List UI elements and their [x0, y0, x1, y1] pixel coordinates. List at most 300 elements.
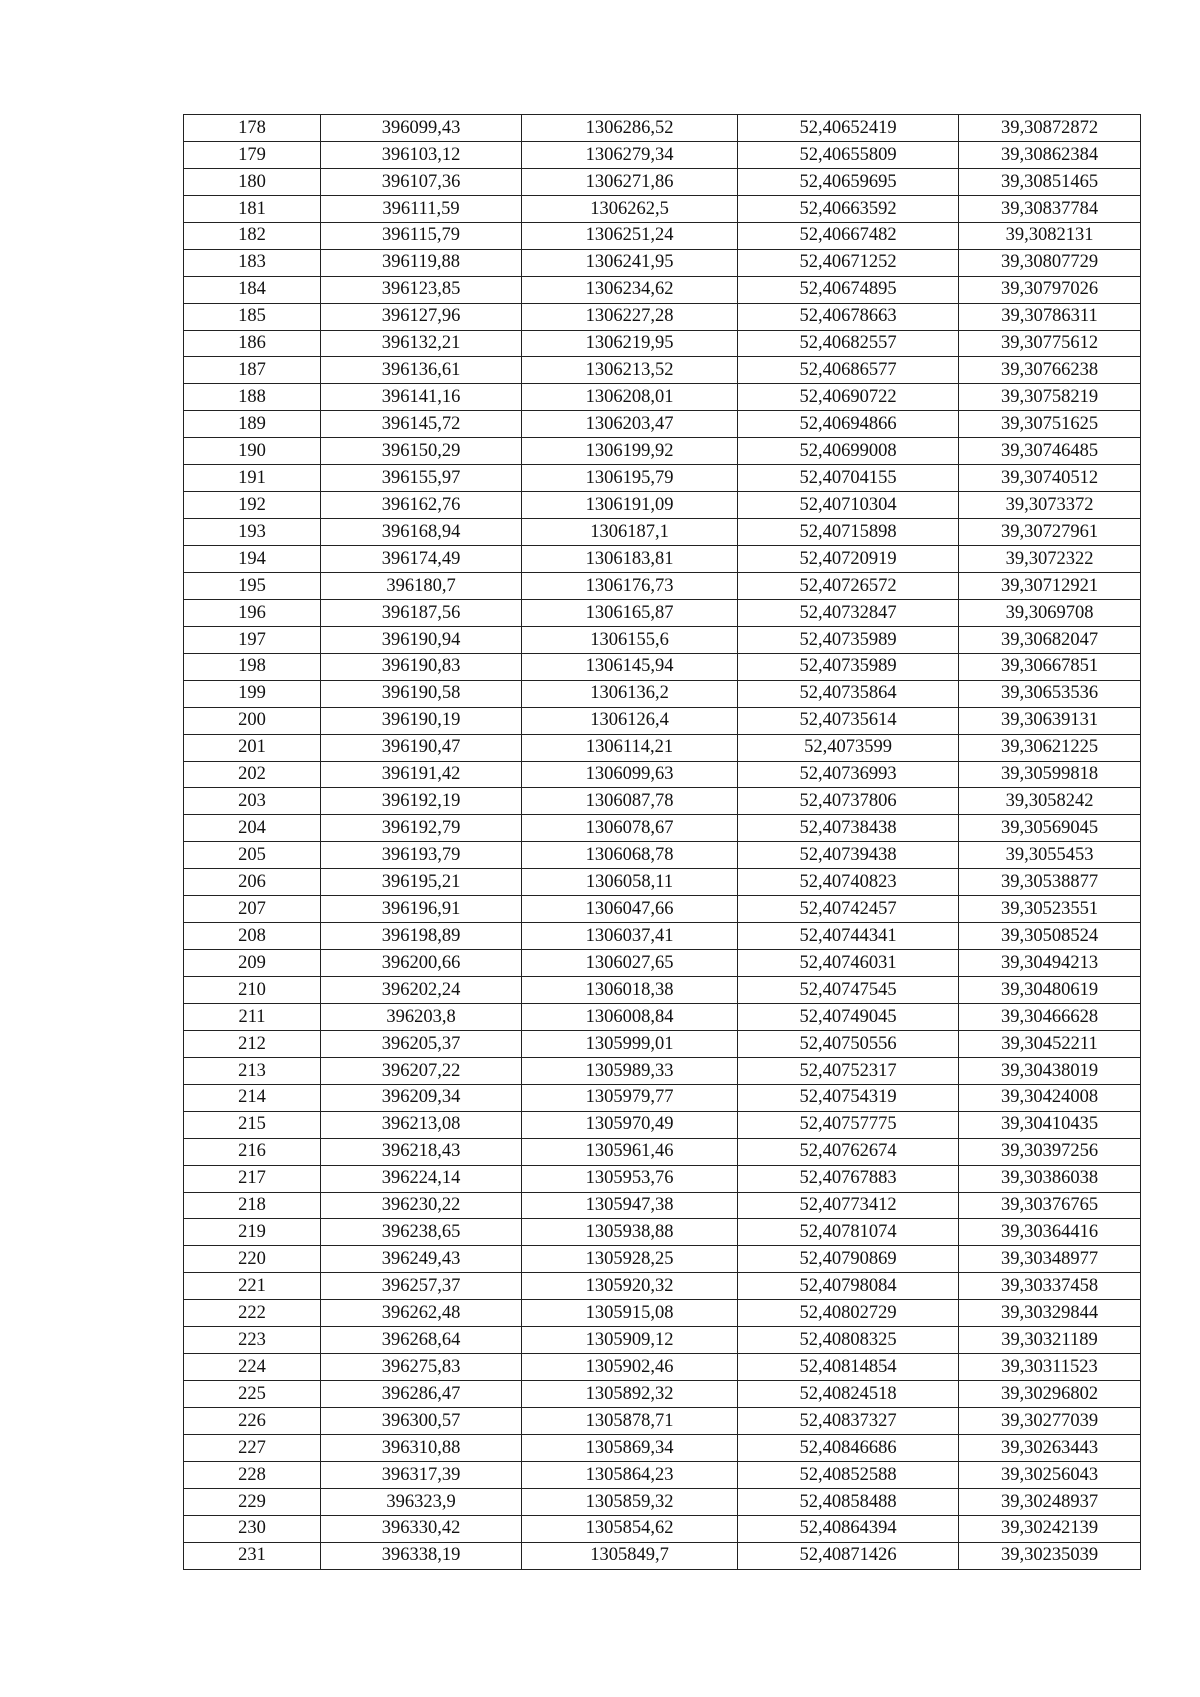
longitude-cell: 39,30296802 — [959, 1381, 1141, 1408]
y-coordinate-cell: 1305915,08 — [522, 1300, 738, 1327]
table-row — [184, 977, 1141, 1004]
latitude-cell: 52,40735864 — [738, 680, 959, 707]
longitude-cell: 39,30712921 — [959, 572, 1141, 599]
table-row — [184, 815, 1141, 842]
y-coordinate-cell: 1306078,67 — [522, 815, 738, 842]
latitude-cell: 52,40773412 — [738, 1192, 959, 1219]
point-number-cell: 212 — [184, 1030, 321, 1057]
table-row — [184, 761, 1141, 788]
y-coordinate-cell: 1306262,5 — [522, 195, 738, 222]
x-coordinate-cell: 396187,56 — [321, 599, 522, 626]
table-row — [184, 1488, 1141, 1515]
longitude-cell: 39,30807729 — [959, 249, 1141, 276]
x-coordinate-cell: 396099,43 — [321, 115, 522, 142]
table-row — [184, 492, 1141, 519]
latitude-cell: 52,40750556 — [738, 1030, 959, 1057]
longitude-cell: 39,30872872 — [959, 115, 1141, 142]
point-number-cell: 213 — [184, 1057, 321, 1084]
latitude-cell: 52,40699008 — [738, 438, 959, 465]
latitude-cell: 52,40735614 — [738, 707, 959, 734]
point-number-cell: 204 — [184, 815, 321, 842]
y-coordinate-cell: 1306208,01 — [522, 384, 738, 411]
latitude-cell: 52,40808325 — [738, 1327, 959, 1354]
longitude-cell: 39,30751625 — [959, 411, 1141, 438]
table-row — [184, 1138, 1141, 1165]
longitude-cell: 39,3058242 — [959, 788, 1141, 815]
table-row — [184, 842, 1141, 869]
point-number-cell: 228 — [184, 1461, 321, 1488]
longitude-cell: 39,30248937 — [959, 1488, 1141, 1515]
x-coordinate-cell: 396257,37 — [321, 1273, 522, 1300]
longitude-cell: 39,30523551 — [959, 896, 1141, 923]
y-coordinate-cell: 1306099,63 — [522, 761, 738, 788]
latitude-cell: 52,40735989 — [738, 626, 959, 653]
longitude-cell: 39,30452211 — [959, 1030, 1141, 1057]
latitude-cell: 52,40737806 — [738, 788, 959, 815]
longitude-cell: 39,30235039 — [959, 1542, 1141, 1569]
longitude-cell: 39,30337458 — [959, 1273, 1141, 1300]
latitude-cell: 52,40814854 — [738, 1354, 959, 1381]
x-coordinate-cell: 396249,43 — [321, 1246, 522, 1273]
table-row — [184, 1327, 1141, 1354]
table-row — [184, 1003, 1141, 1030]
longitude-cell: 39,30797026 — [959, 276, 1141, 303]
latitude-cell: 52,40798084 — [738, 1273, 959, 1300]
point-number-cell: 214 — [184, 1084, 321, 1111]
latitude-cell: 52,40663592 — [738, 195, 959, 222]
point-number-cell: 198 — [184, 653, 321, 680]
table-row — [184, 1381, 1141, 1408]
latitude-cell: 52,40846686 — [738, 1434, 959, 1461]
longitude-cell: 39,30311523 — [959, 1354, 1141, 1381]
point-number-cell: 184 — [184, 276, 321, 303]
x-coordinate-cell: 396145,72 — [321, 411, 522, 438]
point-number-cell: 206 — [184, 869, 321, 896]
longitude-cell: 39,30348977 — [959, 1246, 1141, 1273]
x-coordinate-cell: 396119,88 — [321, 249, 522, 276]
table-row — [184, 896, 1141, 923]
point-number-cell: 201 — [184, 734, 321, 761]
latitude-cell: 52,40746031 — [738, 950, 959, 977]
x-coordinate-cell: 396323,9 — [321, 1488, 522, 1515]
x-coordinate-cell: 396190,94 — [321, 626, 522, 653]
latitude-cell: 52,40747545 — [738, 977, 959, 1004]
longitude-cell: 39,30599818 — [959, 761, 1141, 788]
x-coordinate-cell: 396286,47 — [321, 1381, 522, 1408]
table-row — [184, 357, 1141, 384]
point-number-cell: 223 — [184, 1327, 321, 1354]
point-number-cell: 185 — [184, 303, 321, 330]
x-coordinate-cell: 396111,59 — [321, 195, 522, 222]
x-coordinate-cell: 396168,94 — [321, 519, 522, 546]
y-coordinate-cell: 1305878,71 — [522, 1408, 738, 1435]
table-row — [184, 546, 1141, 573]
y-coordinate-cell: 1306219,95 — [522, 330, 738, 357]
longitude-cell: 39,3069708 — [959, 599, 1141, 626]
longitude-cell: 39,30621225 — [959, 734, 1141, 761]
table-row — [184, 411, 1141, 438]
point-number-cell: 230 — [184, 1515, 321, 1542]
latitude-cell: 52,40686577 — [738, 357, 959, 384]
x-coordinate-cell: 396155,97 — [321, 465, 522, 492]
point-number-cell: 226 — [184, 1408, 321, 1435]
table-row — [184, 707, 1141, 734]
latitude-cell: 52,40762674 — [738, 1138, 959, 1165]
point-number-cell: 221 — [184, 1273, 321, 1300]
longitude-cell: 39,3073372 — [959, 492, 1141, 519]
point-number-cell: 211 — [184, 1003, 321, 1030]
table-row — [184, 222, 1141, 249]
point-number-cell: 187 — [184, 357, 321, 384]
longitude-cell: 39,30837784 — [959, 195, 1141, 222]
longitude-cell: 39,30277039 — [959, 1408, 1141, 1435]
y-coordinate-cell: 1306251,24 — [522, 222, 738, 249]
latitude-cell: 52,40678663 — [738, 303, 959, 330]
latitude-cell: 52,40864394 — [738, 1515, 959, 1542]
coordinates-table — [183, 114, 1141, 1570]
latitude-cell: 52,40754319 — [738, 1084, 959, 1111]
point-number-cell: 181 — [184, 195, 321, 222]
point-number-cell: 229 — [184, 1488, 321, 1515]
longitude-cell: 39,30466628 — [959, 1003, 1141, 1030]
latitude-cell: 52,40740823 — [738, 869, 959, 896]
table-row — [184, 1165, 1141, 1192]
x-coordinate-cell: 396190,58 — [321, 680, 522, 707]
longitude-cell: 39,3082131 — [959, 222, 1141, 249]
longitude-cell: 39,30746485 — [959, 438, 1141, 465]
longitude-cell: 39,30263443 — [959, 1434, 1141, 1461]
x-coordinate-cell: 396268,64 — [321, 1327, 522, 1354]
x-coordinate-cell: 396238,65 — [321, 1219, 522, 1246]
y-coordinate-cell: 1306008,84 — [522, 1003, 738, 1030]
y-coordinate-cell: 1306047,66 — [522, 896, 738, 923]
point-number-cell: 215 — [184, 1111, 321, 1138]
table-row — [184, 1030, 1141, 1057]
y-coordinate-cell: 1305928,25 — [522, 1246, 738, 1273]
longitude-cell: 39,30256043 — [959, 1461, 1141, 1488]
y-coordinate-cell: 1305999,01 — [522, 1030, 738, 1057]
latitude-cell: 52,40752317 — [738, 1057, 959, 1084]
y-coordinate-cell: 1306155,6 — [522, 626, 738, 653]
x-coordinate-cell: 396190,47 — [321, 734, 522, 761]
x-coordinate-cell: 396202,24 — [321, 977, 522, 1004]
x-coordinate-cell: 396338,19 — [321, 1542, 522, 1569]
point-number-cell: 218 — [184, 1192, 321, 1219]
y-coordinate-cell: 1306114,21 — [522, 734, 738, 761]
point-number-cell: 192 — [184, 492, 321, 519]
y-coordinate-cell: 1306145,94 — [522, 653, 738, 680]
y-coordinate-cell: 1305854,62 — [522, 1515, 738, 1542]
table-row — [184, 465, 1141, 492]
point-number-cell: 202 — [184, 761, 321, 788]
y-coordinate-cell: 1305849,7 — [522, 1542, 738, 1569]
y-coordinate-cell: 1306087,78 — [522, 788, 738, 815]
latitude-cell: 52,40837327 — [738, 1408, 959, 1435]
y-coordinate-cell: 1306199,92 — [522, 438, 738, 465]
y-coordinate-cell: 1305864,23 — [522, 1461, 738, 1488]
longitude-cell: 39,30758219 — [959, 384, 1141, 411]
y-coordinate-cell: 1305902,46 — [522, 1354, 738, 1381]
latitude-cell: 52,40790869 — [738, 1246, 959, 1273]
x-coordinate-cell: 396209,34 — [321, 1084, 522, 1111]
latitude-cell: 52,40720919 — [738, 546, 959, 573]
table-row — [184, 869, 1141, 896]
table-row — [184, 626, 1141, 653]
point-number-cell: 208 — [184, 923, 321, 950]
longitude-cell: 39,30682047 — [959, 626, 1141, 653]
x-coordinate-cell: 396200,66 — [321, 950, 522, 977]
latitude-cell: 52,40710304 — [738, 492, 959, 519]
point-number-cell: 195 — [184, 572, 321, 599]
point-number-cell: 217 — [184, 1165, 321, 1192]
table-row — [184, 734, 1141, 761]
x-coordinate-cell: 396224,14 — [321, 1165, 522, 1192]
point-number-cell: 186 — [184, 330, 321, 357]
longitude-cell: 39,30727961 — [959, 519, 1141, 546]
y-coordinate-cell: 1306241,95 — [522, 249, 738, 276]
x-coordinate-cell: 396213,08 — [321, 1111, 522, 1138]
y-coordinate-cell: 1306203,47 — [522, 411, 738, 438]
x-coordinate-cell: 396190,83 — [321, 653, 522, 680]
x-coordinate-cell: 396262,48 — [321, 1300, 522, 1327]
longitude-cell: 39,30364416 — [959, 1219, 1141, 1246]
table-row — [184, 1057, 1141, 1084]
x-coordinate-cell: 396180,7 — [321, 572, 522, 599]
point-number-cell: 227 — [184, 1434, 321, 1461]
table-row — [184, 1515, 1141, 1542]
point-number-cell: 200 — [184, 707, 321, 734]
latitude-cell: 52,40738438 — [738, 815, 959, 842]
y-coordinate-cell: 1305989,33 — [522, 1057, 738, 1084]
x-coordinate-cell: 396218,43 — [321, 1138, 522, 1165]
x-coordinate-cell: 396190,19 — [321, 707, 522, 734]
x-coordinate-cell: 396132,21 — [321, 330, 522, 357]
longitude-cell: 39,30438019 — [959, 1057, 1141, 1084]
latitude-cell: 52,40742457 — [738, 896, 959, 923]
longitude-cell: 39,30329844 — [959, 1300, 1141, 1327]
point-number-cell: 225 — [184, 1381, 321, 1408]
table-row — [184, 653, 1141, 680]
x-coordinate-cell: 396192,19 — [321, 788, 522, 815]
y-coordinate-cell: 1305859,32 — [522, 1488, 738, 1515]
point-number-cell: 203 — [184, 788, 321, 815]
longitude-cell: 39,3072322 — [959, 546, 1141, 573]
table-row — [184, 519, 1141, 546]
point-number-cell: 210 — [184, 977, 321, 1004]
point-number-cell: 178 — [184, 115, 321, 142]
table-row — [184, 1192, 1141, 1219]
table-row — [184, 249, 1141, 276]
coordinates-table-body — [184, 115, 1141, 1570]
x-coordinate-cell: 396205,37 — [321, 1030, 522, 1057]
latitude-cell: 52,40704155 — [738, 465, 959, 492]
point-number-cell: 189 — [184, 411, 321, 438]
y-coordinate-cell: 1305979,77 — [522, 1084, 738, 1111]
table-row — [184, 1246, 1141, 1273]
table-row — [184, 168, 1141, 195]
y-coordinate-cell: 1306136,2 — [522, 680, 738, 707]
latitude-cell: 52,40690722 — [738, 384, 959, 411]
x-coordinate-cell: 396275,83 — [321, 1354, 522, 1381]
longitude-cell: 39,30639131 — [959, 707, 1141, 734]
table-row — [184, 1084, 1141, 1111]
x-coordinate-cell: 396317,39 — [321, 1461, 522, 1488]
table-row — [184, 438, 1141, 465]
table-row — [184, 788, 1141, 815]
y-coordinate-cell: 1305947,38 — [522, 1192, 738, 1219]
x-coordinate-cell: 396192,79 — [321, 815, 522, 842]
longitude-cell: 39,30740512 — [959, 465, 1141, 492]
latitude-cell: 52,40682557 — [738, 330, 959, 357]
x-coordinate-cell: 396150,29 — [321, 438, 522, 465]
latitude-cell: 52,40726572 — [738, 572, 959, 599]
latitude-cell: 52,40659695 — [738, 168, 959, 195]
latitude-cell: 52,40735989 — [738, 653, 959, 680]
y-coordinate-cell: 1306058,11 — [522, 869, 738, 896]
table-row — [184, 950, 1141, 977]
latitude-cell: 52,40674895 — [738, 276, 959, 303]
longitude-cell: 39,30786311 — [959, 303, 1141, 330]
table-row — [184, 1111, 1141, 1138]
latitude-cell: 52,40767883 — [738, 1165, 959, 1192]
point-number-cell: 188 — [184, 384, 321, 411]
latitude-cell: 52,40757775 — [738, 1111, 959, 1138]
table-row — [184, 1273, 1141, 1300]
longitude-cell: 39,30410435 — [959, 1111, 1141, 1138]
latitude-cell: 52,40858488 — [738, 1488, 959, 1515]
longitude-cell: 39,30862384 — [959, 141, 1141, 168]
y-coordinate-cell: 1306068,78 — [522, 842, 738, 869]
longitude-cell: 39,30667851 — [959, 653, 1141, 680]
point-number-cell: 216 — [184, 1138, 321, 1165]
x-coordinate-cell: 396141,16 — [321, 384, 522, 411]
y-coordinate-cell: 1306213,52 — [522, 357, 738, 384]
table-row — [184, 1219, 1141, 1246]
point-number-cell: 220 — [184, 1246, 321, 1273]
table-row — [184, 680, 1141, 707]
x-coordinate-cell: 396136,61 — [321, 357, 522, 384]
latitude-cell: 52,40802729 — [738, 1300, 959, 1327]
latitude-cell: 52,40655809 — [738, 141, 959, 168]
x-coordinate-cell: 396174,49 — [321, 546, 522, 573]
longitude-cell: 39,30386038 — [959, 1165, 1141, 1192]
latitude-cell: 52,4073599 — [738, 734, 959, 761]
x-coordinate-cell: 396123,85 — [321, 276, 522, 303]
table-row — [184, 141, 1141, 168]
point-number-cell: 196 — [184, 599, 321, 626]
y-coordinate-cell: 1306286,52 — [522, 115, 738, 142]
longitude-cell: 39,30851465 — [959, 168, 1141, 195]
x-coordinate-cell: 396127,96 — [321, 303, 522, 330]
point-number-cell: 183 — [184, 249, 321, 276]
point-number-cell: 197 — [184, 626, 321, 653]
latitude-cell: 52,40744341 — [738, 923, 959, 950]
point-number-cell: 193 — [184, 519, 321, 546]
table-row — [184, 303, 1141, 330]
latitude-cell: 52,40652419 — [738, 115, 959, 142]
table-row — [184, 115, 1141, 142]
point-number-cell: 194 — [184, 546, 321, 573]
longitude-cell: 39,3055453 — [959, 842, 1141, 869]
y-coordinate-cell: 1306126,4 — [522, 707, 738, 734]
longitude-cell: 39,30653536 — [959, 680, 1141, 707]
x-coordinate-cell: 396162,76 — [321, 492, 522, 519]
x-coordinate-cell: 396207,22 — [321, 1057, 522, 1084]
longitude-cell: 39,30775612 — [959, 330, 1141, 357]
longitude-cell: 39,30508524 — [959, 923, 1141, 950]
y-coordinate-cell: 1306187,1 — [522, 519, 738, 546]
x-coordinate-cell: 396103,12 — [321, 141, 522, 168]
y-coordinate-cell: 1306279,34 — [522, 141, 738, 168]
y-coordinate-cell: 1306191,09 — [522, 492, 738, 519]
longitude-cell: 39,30424008 — [959, 1084, 1141, 1111]
point-number-cell: 199 — [184, 680, 321, 707]
table-row — [184, 1408, 1141, 1435]
latitude-cell: 52,40736993 — [738, 761, 959, 788]
longitude-cell: 39,30376765 — [959, 1192, 1141, 1219]
longitude-cell: 39,30494213 — [959, 950, 1141, 977]
y-coordinate-cell: 1306165,87 — [522, 599, 738, 626]
x-coordinate-cell: 396107,36 — [321, 168, 522, 195]
longitude-cell: 39,30569045 — [959, 815, 1141, 842]
x-coordinate-cell: 396198,89 — [321, 923, 522, 950]
latitude-cell: 52,40781074 — [738, 1219, 959, 1246]
y-coordinate-cell: 1306271,86 — [522, 168, 738, 195]
y-coordinate-cell: 1305909,12 — [522, 1327, 738, 1354]
latitude-cell: 52,40749045 — [738, 1003, 959, 1030]
latitude-cell: 52,40694866 — [738, 411, 959, 438]
y-coordinate-cell: 1306037,41 — [522, 923, 738, 950]
table-row — [184, 1542, 1141, 1569]
point-number-cell: 182 — [184, 222, 321, 249]
point-number-cell: 222 — [184, 1300, 321, 1327]
point-number-cell: 205 — [184, 842, 321, 869]
table-row — [184, 1300, 1141, 1327]
table-row — [184, 1434, 1141, 1461]
longitude-cell: 39,30321189 — [959, 1327, 1141, 1354]
y-coordinate-cell: 1305938,88 — [522, 1219, 738, 1246]
point-number-cell: 191 — [184, 465, 321, 492]
point-number-cell: 179 — [184, 141, 321, 168]
y-coordinate-cell: 1305970,49 — [522, 1111, 738, 1138]
x-coordinate-cell: 396203,8 — [321, 1003, 522, 1030]
point-number-cell: 190 — [184, 438, 321, 465]
y-coordinate-cell: 1305892,32 — [522, 1381, 738, 1408]
table-row — [184, 1461, 1141, 1488]
table-row — [184, 572, 1141, 599]
point-number-cell: 231 — [184, 1542, 321, 1569]
latitude-cell: 52,40667482 — [738, 222, 959, 249]
latitude-cell: 52,40732847 — [738, 599, 959, 626]
latitude-cell: 52,40739438 — [738, 842, 959, 869]
latitude-cell: 52,40824518 — [738, 1381, 959, 1408]
y-coordinate-cell: 1306027,65 — [522, 950, 738, 977]
table-row — [184, 195, 1141, 222]
x-coordinate-cell: 396115,79 — [321, 222, 522, 249]
x-coordinate-cell: 396196,91 — [321, 896, 522, 923]
latitude-cell: 52,40871426 — [738, 1542, 959, 1569]
x-coordinate-cell: 396300,57 — [321, 1408, 522, 1435]
point-number-cell: 207 — [184, 896, 321, 923]
y-coordinate-cell: 1306176,73 — [522, 572, 738, 599]
x-coordinate-cell: 396193,79 — [321, 842, 522, 869]
longitude-cell: 39,30242139 — [959, 1515, 1141, 1542]
table-row — [184, 923, 1141, 950]
y-coordinate-cell: 1306227,28 — [522, 303, 738, 330]
y-coordinate-cell: 1306183,81 — [522, 546, 738, 573]
latitude-cell: 52,40671252 — [738, 249, 959, 276]
y-coordinate-cell: 1305953,76 — [522, 1165, 738, 1192]
